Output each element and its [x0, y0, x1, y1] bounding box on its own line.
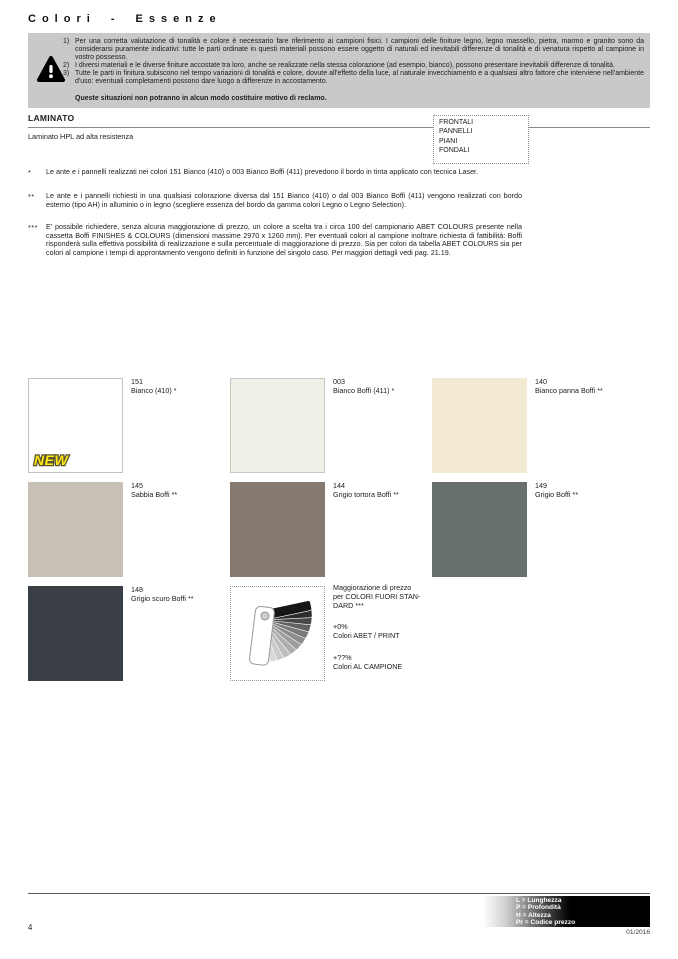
- fan-deck-box: [230, 586, 325, 681]
- swatch-code: 140: [535, 377, 547, 386]
- application-item: FRONTALI: [439, 119, 474, 126]
- section-divider: [28, 127, 650, 128]
- footnote-marker: ***: [28, 223, 38, 232]
- surcharge-pct: +0%: [333, 622, 348, 632]
- color-swatch-148: [28, 586, 123, 681]
- swatch-name: Bianco panna Boffi **: [535, 386, 603, 396]
- warning-item-text: I diversi materiali e le diverse finiture accostate tra loro, anche se realizzate nella stessa colorazione (ad esempio, bianco), possono presentare inevitabili differenze di tonalità.: [75, 62, 615, 70]
- color-swatch-145: [28, 482, 123, 577]
- color-fan-icon: [231, 587, 324, 680]
- footer-divider: [28, 893, 650, 894]
- swatch-code: 003: [333, 377, 345, 386]
- section-subheading: Laminato HPL ad alta resistenza: [28, 132, 134, 141]
- warning-item-number: 1): [63, 38, 70, 45]
- color-swatch-140: [432, 378, 527, 473]
- warning-item: [63, 62, 644, 70]
- swatch-name: Grigio scuro Boffi **: [131, 594, 194, 604]
- application-item: PANNELLI: [439, 128, 473, 136]
- footnote: [28, 192, 522, 209]
- new-badge-text: NEW: [34, 452, 69, 468]
- color-swatch-144: [230, 482, 325, 577]
- page-number: 4: [28, 923, 33, 932]
- footnote: [28, 168, 522, 177]
- warning-box: [28, 33, 650, 108]
- applications-box: [433, 115, 529, 164]
- surcharge-label: Colori ABET / PRINT: [333, 631, 400, 641]
- swatch-label: [131, 481, 236, 499]
- application-item: FONDALI: [439, 147, 470, 155]
- surcharge-pct: +??%: [333, 652, 352, 662]
- swatch-code: 145: [131, 481, 143, 490]
- legend-line: P = Profondità: [516, 904, 561, 912]
- application-item: PIANI: [439, 137, 458, 145]
- warning-item-text: Tutte le parti in finitura subiscono nel tempo variazioni di tonalità e colore, dovute all'effetto della luce, al naturale invecchiamento e a qualsiasi altro fattore che interviene nell'ambiente d'uso: eventuali completamenti possono dare luogo a differenze in accostamento.: [75, 70, 644, 86]
- swatch-label: [333, 377, 438, 395]
- footnote: [28, 223, 522, 257]
- swatch-label: [131, 377, 236, 395]
- color-swatch-151: [28, 378, 123, 473]
- footnote-text: Le ante e i pannelli realizzati nei colori 151 Bianco (410) o 003 Bianco Boffi (411) prevedono il bordo in tinta applicato con tecnica Laser.: [46, 167, 479, 176]
- legend-line: Pr = Codice prezzo: [516, 918, 576, 926]
- swatch-name: Grigio Boffi **: [535, 490, 579, 500]
- footnote-text: E' possibile richiedere, senza alcuna maggiorazione di prezzo, un colore a scelta tra i circa 100 del campionario ABET COLOURS presente nella cassetta Boffi FINISHES & COLOURS (dimensioni massime 2970 x 1260 mm). Per eventuali colori al campione inoltrare richiesta di fattibilità: Boffi risponderà sulla effettiva possibilità di realizzazione e sulla percentuale di maggiorazione di prezzo. Sia per colori da tabella ABET COLOURS sia per colori al campione i tempi di approntamento vengono definiti in funzione del singolo caso. Per maggiori dettagli vedi pag. 21.19.: [46, 222, 522, 257]
- swatch-label: [333, 481, 438, 499]
- new-badge: [32, 450, 84, 470]
- footnote-marker: **: [28, 192, 35, 201]
- footnote-text: Le ante e i pannelli richiesti in una qualsiasi colorazione diversa dal 151 Bianco (410) o dal 003 Bianco Boffi (411) vengono realizzati con bordo esterno (tipo AH) in alluminio o in legno (scegliere essenza del bordo da gamma colori Legno o Legno Selection).: [46, 191, 522, 209]
- warning-item-text: Per una corretta valutazione di tonalità e colore è necessario fare riferimento ai campioni fisici. I campioni delle finiture legno, legno massello, pietra, marmo e granito sono da considerarsi puramente indicativi: tutte le parti ordinate in questi materiali possono essere oggetto di naturali ed inevitabili differenze di tonalità e di venatura rispetto al campione in vostro possesso.: [75, 38, 644, 62]
- surcharge-block: [333, 584, 445, 672]
- swatch-name: Bianco Boffi (411) *: [333, 386, 395, 396]
- edition-date: 01/2016: [626, 929, 650, 936]
- swatch-code: 148: [131, 585, 143, 594]
- warning-triangle-icon: [37, 56, 65, 84]
- legend-line: L = Lunghezza: [516, 897, 562, 904]
- swatch-name: Bianco (410) *: [131, 386, 177, 396]
- swatch-code: 151: [131, 377, 143, 386]
- swatch-label: [535, 481, 640, 499]
- warning-item-number: 3): [63, 70, 70, 78]
- color-swatch-003: [230, 378, 325, 473]
- swatch-label: [131, 585, 236, 603]
- surcharge-label: Colori AL CAMPIONE: [333, 661, 403, 671]
- warning-bold-note: Queste situazioni non potranno in alcun modo costituire motivo di reclamo.: [75, 94, 327, 102]
- surcharge-title-line: per COLORI FUORI STAN-: [333, 591, 421, 601]
- swatch-label: [535, 377, 640, 395]
- page-title: Colori - Essenze: [28, 13, 222, 25]
- swatch-name: Grigio tortora Boffi **: [333, 490, 399, 500]
- section-heading: LAMINATO: [28, 113, 75, 123]
- footnote-marker: *: [28, 168, 32, 177]
- swatch-name: Sabbia Boffi **: [131, 490, 178, 500]
- surcharge-item: [333, 623, 445, 641]
- warning-item-number: 2): [63, 62, 70, 70]
- swatch-code: 144: [333, 481, 345, 490]
- legend-box: [483, 896, 650, 927]
- warning-item: [63, 38, 644, 62]
- warning-item: [63, 70, 644, 86]
- swatch-code: 149: [535, 481, 547, 490]
- legend-line: H = Altezza: [516, 911, 551, 919]
- surcharge-title-line: Maggiorazione di prezzo: [333, 583, 412, 592]
- surcharge-title-line: DARD ***: [333, 600, 364, 610]
- color-swatch-149: [432, 482, 527, 577]
- surcharge-item: [333, 654, 445, 672]
